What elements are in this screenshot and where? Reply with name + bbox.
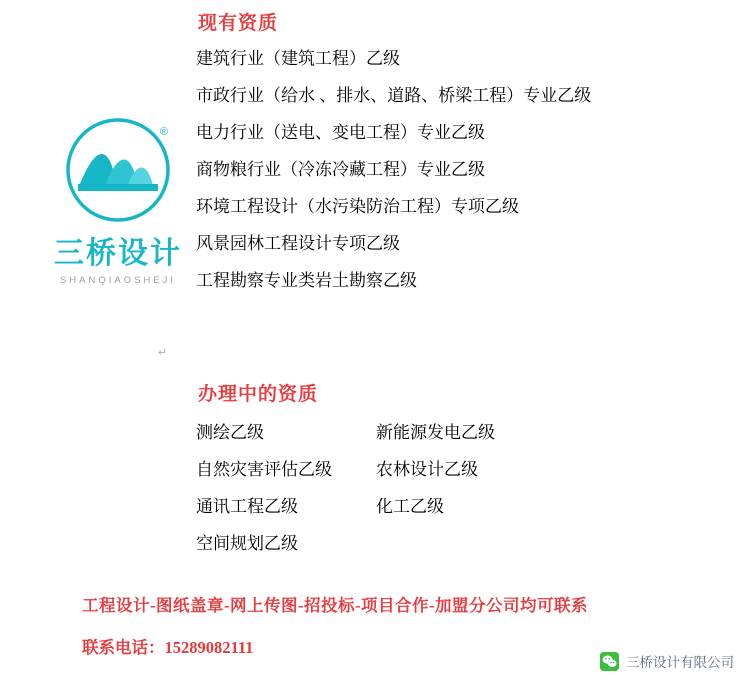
registered-trademark-icon: ® — [159, 126, 168, 138]
pending-item-right: 化工乙级 — [376, 497, 444, 516]
footer-phone-label: 联系电话： — [82, 638, 165, 657]
list-item — [196, 498, 596, 516]
pending-item-left: 自然灾害评估乙级 — [196, 460, 332, 479]
pending-item-right: 新能源发电乙级 — [376, 423, 495, 442]
pending-item-right: 农林设计乙级 — [376, 460, 478, 479]
logo-name-en: SHANQIAOSHEJI — [59, 275, 177, 286]
list-item: 电力行业（送电、变电工程）专业乙级 — [196, 123, 485, 142]
list-item: 建筑行业（建筑工程）乙级 — [196, 49, 400, 68]
list-item: 风景园林工程设计专项乙级 — [196, 234, 400, 253]
wechat-account-name: 三桥设计有限公司 — [626, 655, 734, 670]
logo-name-cn: 三桥设计 — [54, 237, 182, 270]
footer-services-text: 工程设计-图纸盖章-网上传图-招投标-项目合作-加盟分公司均可联系 — [82, 596, 588, 615]
list-item — [196, 424, 596, 442]
list-item — [196, 535, 596, 553]
footer-phone-number: 15289082111 — [164, 638, 254, 657]
pending-qualification-list — [196, 424, 596, 572]
list-item: 商物粮行业（冷冻冷藏工程）专业乙级 — [196, 160, 485, 179]
current-qualification-list — [196, 50, 736, 309]
logo-mark-icon — [66, 118, 170, 222]
section-heading-pending: 办理中的资质 — [198, 384, 319, 405]
list-item: 市政行业（给水 、排水、道路、桥梁工程）专业乙级 — [196, 86, 592, 105]
section-heading-current: 现有资质 — [198, 13, 279, 34]
wechat-icon — [600, 652, 619, 671]
paragraph-mark-icon: ↵ — [158, 347, 168, 359]
pending-item-left: 空间规划乙级 — [196, 534, 298, 553]
pending-item-left: 通讯工程乙级 — [196, 497, 298, 516]
wechat-account[interactable] — [600, 651, 734, 671]
list-item — [196, 461, 596, 479]
list-item: 环境工程设计（水污染防治工程）专项乙级 — [196, 197, 519, 216]
footer-phone — [82, 634, 253, 658]
company-logo — [48, 118, 188, 286]
list-item: 工程勘察专业类岩土勘察乙级 — [196, 271, 417, 290]
pending-item-left: 测绘乙级 — [196, 423, 264, 442]
